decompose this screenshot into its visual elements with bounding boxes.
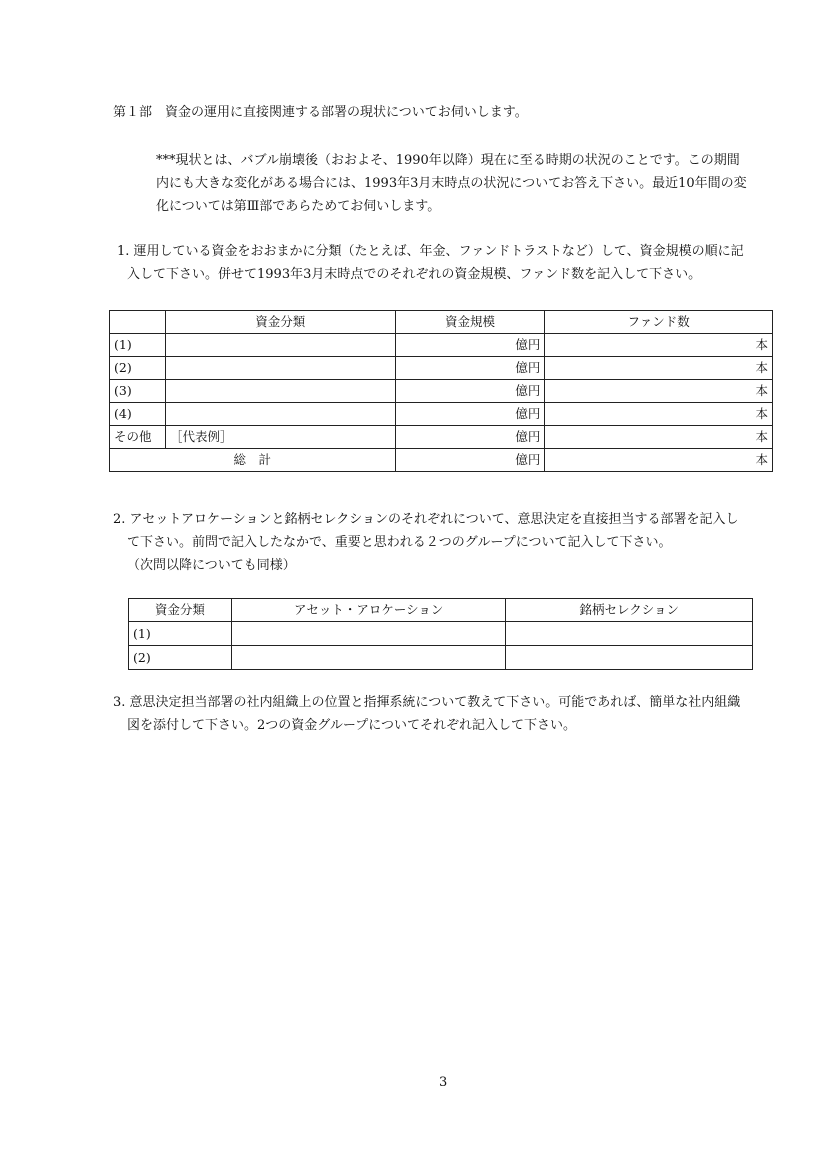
funds-cell[interactable]: 本: [545, 357, 773, 380]
header-cell: [110, 311, 166, 334]
fund-size-table: [109, 310, 773, 472]
category-cell[interactable]: [165, 403, 395, 426]
category-cell[interactable]: [165, 334, 395, 357]
asset-allocation-cell[interactable]: [231, 646, 506, 670]
table-header-row: [129, 599, 753, 622]
category-cell[interactable]: ［代表例］: [165, 426, 395, 449]
question-2-line: 2. アセットアロケーションと銘柄セレクションのそれぞれについて、意思決定を直接担当する部署を記入し: [113, 512, 739, 527]
note-line: ***現状とは、バブル崩壊後（おおよそ、1990年以降）現在に至る時期の状況のことです。この期間: [156, 153, 740, 168]
table-row: [129, 622, 753, 646]
decision-department-table: [128, 598, 753, 670]
total-label: 総 計: [110, 449, 396, 472]
total-size-cell[interactable]: 億円: [395, 449, 545, 472]
part-heading: 第１部 資金の運用に直接関連する部署の現状についてお伺いします。: [113, 105, 528, 120]
question-2-line: （次問以降についても同様）: [127, 558, 296, 573]
row-label: (1): [129, 622, 232, 646]
stock-selection-cell[interactable]: [506, 622, 753, 646]
category-cell[interactable]: [165, 380, 395, 403]
asset-allocation-cell[interactable]: [231, 622, 506, 646]
question-3-line: 3. 意思決定担当部署の社内組織上の位置と指揮系統について教えて下さい。可能であれば、簡単な社内組織: [113, 695, 741, 710]
table-row: [110, 403, 773, 426]
size-cell[interactable]: 億円: [395, 334, 545, 357]
row-label: その他: [110, 426, 166, 449]
note-line: 内にも大きな変化がある場合には、1993年3月末時点の状況についてお答え下さい。最近10年間の変: [156, 176, 747, 191]
header-cell: 資金分類: [165, 311, 395, 334]
table-row: [110, 334, 773, 357]
row-label: (3): [110, 380, 166, 403]
header-cell: ファンド数: [545, 311, 773, 334]
size-cell[interactable]: 億円: [395, 380, 545, 403]
table-row: [110, 357, 773, 380]
question-1-line: 1. 運用している資金をおおまかに分類（たとえば、年金、ファンドトラストなど）して、資金規模の順に記: [117, 244, 744, 259]
row-label: (2): [129, 646, 232, 670]
table-header-row: [110, 311, 773, 334]
question-3: [113, 691, 740, 737]
size-cell[interactable]: 億円: [395, 403, 545, 426]
stock-selection-cell[interactable]: [506, 646, 753, 670]
question-3-line: 図を添付して下さい。2つの資金グループについてそれぞれ記入して下さい。: [127, 718, 576, 733]
header-cell: 資金規模: [395, 311, 545, 334]
table-row: [129, 646, 753, 670]
size-cell[interactable]: 億円: [395, 426, 545, 449]
row-label: (2): [110, 357, 166, 380]
header-cell: 資金分類: [129, 599, 232, 622]
table-row: [110, 380, 773, 403]
question-1-line: 入して下さい。併せて1993年3月末時点でのそれぞれの資金規模、ファンド数を記入して下さい。: [127, 267, 702, 282]
header-cell: 銘柄セレクション: [506, 599, 753, 622]
funds-cell[interactable]: 本: [545, 403, 773, 426]
header-cell: アセット・アロケーション: [231, 599, 506, 622]
question-1: [117, 240, 744, 286]
funds-cell[interactable]: 本: [545, 380, 773, 403]
row-label: (1): [110, 334, 166, 357]
funds-cell[interactable]: 本: [545, 334, 773, 357]
question-2-line: て下さい。前問で記入したなかで、重要と思われる２つのグループについて記入して下さい。: [127, 535, 672, 550]
size-cell[interactable]: 億円: [395, 357, 545, 380]
category-cell[interactable]: [165, 357, 395, 380]
total-row: [110, 449, 773, 472]
note-line: 化については第Ⅲ部であらためてお伺いします。: [156, 199, 441, 214]
funds-cell[interactable]: 本: [545, 426, 773, 449]
total-funds-cell[interactable]: 本: [545, 449, 773, 472]
table-row: [110, 426, 773, 449]
row-label: (4): [110, 403, 166, 426]
note-paragraph: [156, 149, 747, 218]
page-number: 3: [439, 1075, 448, 1090]
question-2: [113, 508, 738, 577]
